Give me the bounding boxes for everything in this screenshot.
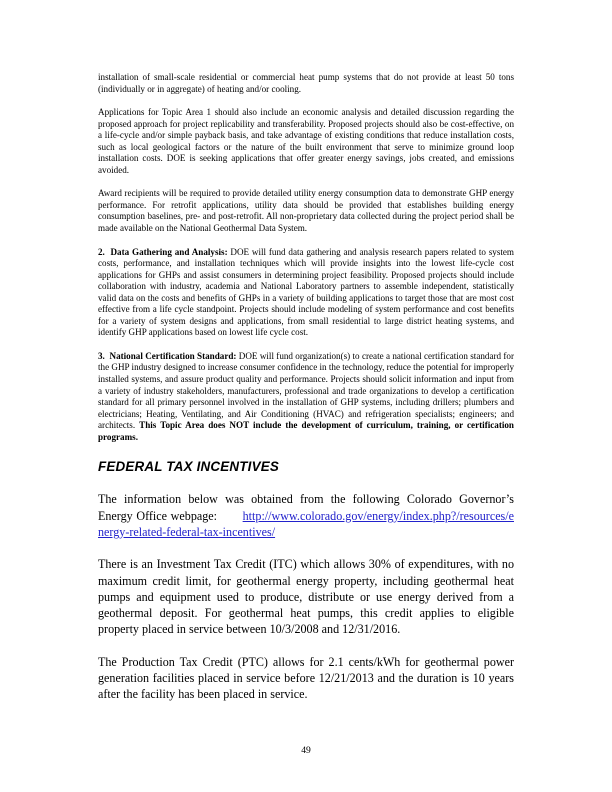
section-2-number: 2. [98, 246, 105, 257]
page-content [98, 72, 514, 703]
section-2-data-gathering [98, 247, 514, 339]
section-3-national-certification [98, 351, 514, 443]
paragraph-award-recipients: Award recipients will be required to provide detailed utility energy consumption data to demonstrate GHP energy performance. For retrofit applications, utility data should be provided that establishes building energy consumption baselines, pre- and post-retrofit. All non-proprietary data collected during the project period shall be made available on the National Geothermal Data System. [98, 188, 514, 234]
section-2-title: Data Gathering and Analysis: [110, 246, 228, 257]
paragraph-investment-tax-credit: There is an Investment Tax Credit (ITC) which allows 30% of expenditures, with no maximum credit limit, for geothermal energy property, including geothermal heat pumps and equipment used to produce, distribute or use energy derived from a geothermal deposit. For geothermal heat pumps, this credit applies to eligible property placed in service between 10/3/2008 and 12/31/2016. [98, 557, 514, 637]
paragraph-source-webpage [98, 491, 514, 540]
source-webpage-spacer [217, 509, 243, 523]
section-2-body: DOE will fund data gathering and analysis research papers related to system costs, performance, and installation techniques which will provide insights into the lowest life-cycle cost applications for GHPs and assist consumers in determining project feasibility. Proposed projects should include collaboration with industry, academia and National Laboratory partners to assemble independent, statistically valid data on the costs and benefits of GHPs in a variety of building applications to target those that are most cost effective from a life cycle standpoint. Projects should include modeling of system performance and cost benefits for a variety of system designs and applications, from small residential to large district heating systems, and identify GHP applications based on lowest life cycle cost. [98, 246, 514, 338]
paragraph-heat-pump-exclusion: installation of small-scale residential or commercial heat pump systems that do not provide at least 50 tons (individually or in aggregate) of heating and/or cooling. [98, 72, 514, 94]
paragraph-topic-area-1-applications: Applications for Topic Area 1 should also include an economic analysis and detailed discussion regarding the proposed approach for project replicability and transferability. Proposed projects should also be cost-effective, on a life-cycle and/or simple payback basis, and take advantage of existing conditions that reduce installation costs, such as local geological factors or the nature of the built environment that serve to minimize ground loop installation costs. DOE is seeking applications that offer greater energy savings, jobs created, and emissions avoided. [98, 107, 514, 175]
federal-tax-incentives-heading: FEDERAL TAX INCENTIVES [98, 459, 279, 475]
colorado-energy-office-link[interactable]: http://www.colorado.gov/energy/index.php?/resources/energy-related-federal-tax-incentives/ [98, 508, 514, 539]
section-3-body: DOE will fund organization(s) to create a national certification standard for the GHP industry designed to increase consumer confidence in the technology, reduce the potential for improperly installed systems, and assure product quality and performance. Projects should solicit information and input from a variety of industry stakeholders, manufacturers, professional and trade organizations to develop a certification standard for all primary personnel involved in the installation of GHP systems, including drillers; plumbers and electricians; Heating, Ventilating, and Air Conditioning (HVAC) and refrigeration specialists; engineers; and architects. [98, 350, 514, 431]
page-number: 49 [301, 745, 311, 756]
section-3-bold-tail: This Topic Area does NOT include the development of curriculum, training, or certification programs. [98, 420, 514, 442]
section-3-number: 3. [98, 350, 105, 361]
section-3-title: National Certification Standard: [109, 350, 237, 361]
source-webpage-intro: The information below was obtained from the following Colorado Governor’s Energy Office webpage: [98, 492, 514, 523]
paragraph-production-tax-credit: The Production Tax Credit (PTC) allows for 2.1 cents/kWh for geothermal power generation facilities placed in service before 12/21/2013 and the duration is 10 years after the facility has been placed in service. [98, 654, 514, 702]
